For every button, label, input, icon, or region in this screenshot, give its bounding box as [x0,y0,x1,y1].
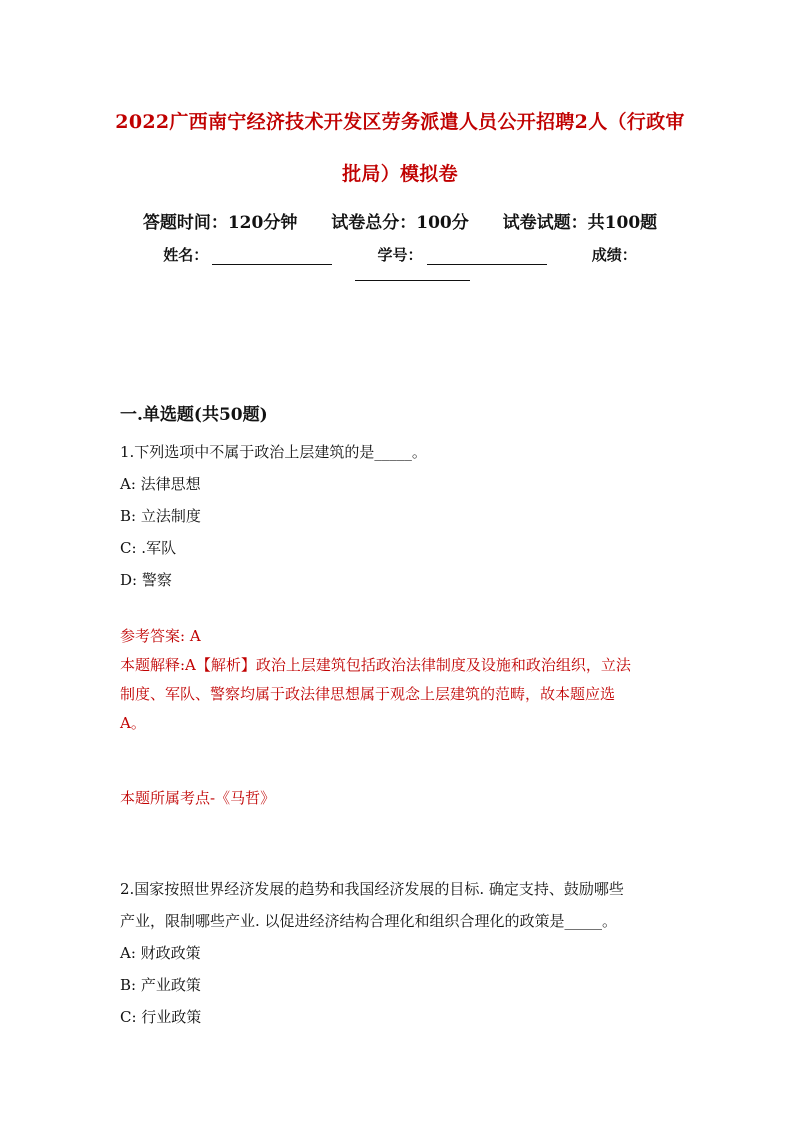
question-2 [120,873,680,1033]
question-1-explain-3: A。 [120,714,146,732]
id-field [377,244,546,265]
question-1-option-a: A: 法律思想 [120,475,201,493]
question-1-stem: 1.下列选项中不属于政治上层建筑的是_____。 [120,443,427,461]
name-field [163,244,332,265]
question-1-option-d: D: 警察 [120,571,172,589]
grade-field [592,244,637,265]
page-title [100,96,700,200]
grade-blank [355,264,470,281]
question-1 [120,436,680,596]
id-blank [427,248,547,265]
exam-time: 答题时间：120分钟 [142,213,298,233]
name-blank [212,248,332,265]
question-1-topic: 本题所属考点-《马哲》 [120,789,276,807]
question-2-option-a: A: 财政政策 [120,944,201,962]
question-1-option-c: C: .军队 [120,539,177,557]
exam-total-score: 试卷总分：100分 [331,213,469,233]
question-2-stem-2: 产业，限制哪些产业. 以促进经济结构合理化和组织合理化的政策是_____。 [120,912,618,930]
question-2-stem-1: 2.国家按照世界经济发展的趋势和我国经济发展的目标. 确定支持、鼓励哪些 [120,880,624,898]
question-2-option-b: B: 产业政策 [120,976,201,994]
student-fields [0,244,800,265]
id-label: 学号： [377,246,423,264]
exam-meta [0,208,800,233]
title-line-1: 2022广西南宁经济技术开发区劳务派遣人员公开招聘2人（行政审 [115,111,685,133]
question-1-explain-2: 制度、军队、警察均属于政法律思想属于观念上层建筑的范畴，故本题应选 [120,685,616,703]
question-1-answer-block [120,622,680,738]
question-2-option-c: C: 行业政策 [120,1008,202,1026]
name-label: 姓名： [163,246,209,264]
question-1-answer: 参考答案: A [120,627,201,645]
question-1-option-b: B: 立法制度 [120,507,201,525]
section-heading: 一.单选题(共50题) [120,405,268,425]
title-line-2: 批局）模拟卷 [342,163,458,185]
question-1-explain-1: 本题解释:A【解析】政治上层建筑包括政治法律制度及设施和政治组织，立法 [120,656,631,674]
grade-label: 成绩： [591,246,637,264]
exam-question-count: 试卷试题：共100题 [502,213,658,233]
